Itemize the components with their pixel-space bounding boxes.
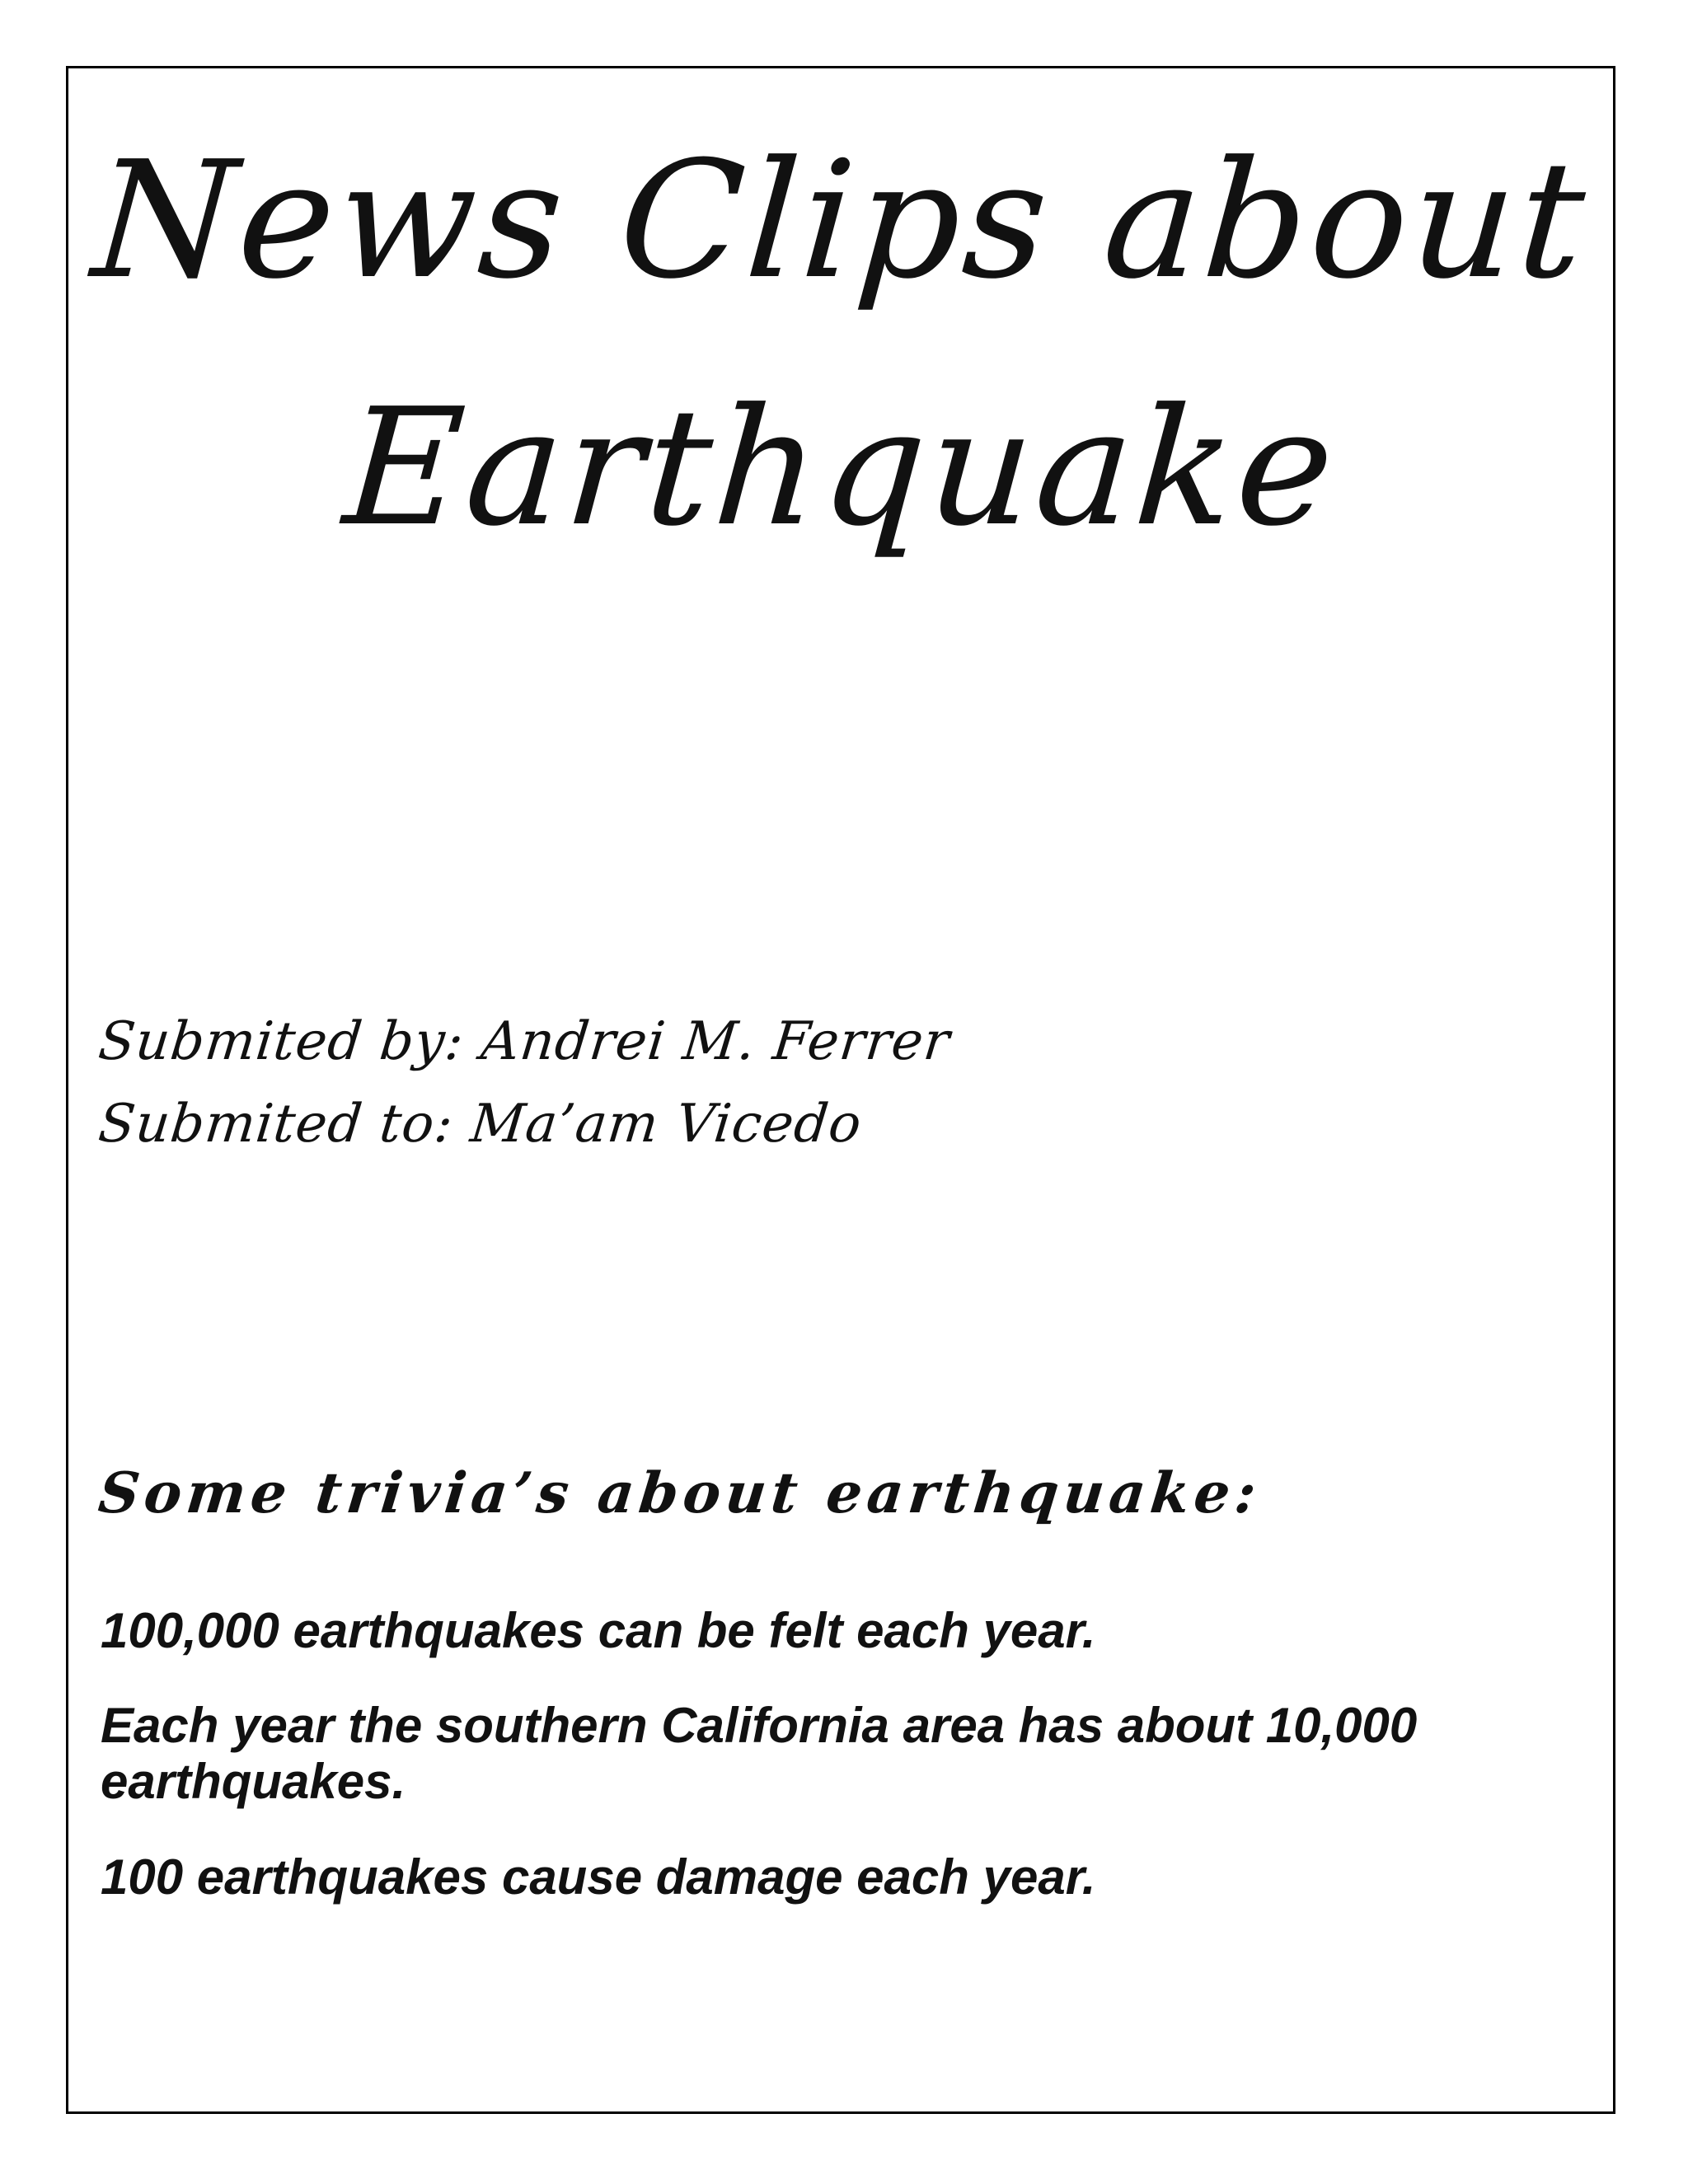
page-title-line-1: News Clips about: [87, 127, 1594, 315]
trivia-item: Each year the southern California area has about 10,000 earthquakes.: [101, 1698, 1418, 1809]
submitted-by-text: Submited by: Andrei M. Ferrer: [96, 1011, 954, 1072]
page-title-line-2: Earthquake: [339, 374, 1343, 562]
trivia-heading: Some trivia’s about earthquake:: [95, 1460, 1264, 1526]
submitted-to-text: Submited to: Ma’am Vicedo: [96, 1094, 865, 1155]
trivia-item: 100,000 earthquakes can be felt each year.: [101, 1603, 1096, 1658]
trivia-item: 100 earthquakes cause damage each year.: [101, 1849, 1096, 1905]
